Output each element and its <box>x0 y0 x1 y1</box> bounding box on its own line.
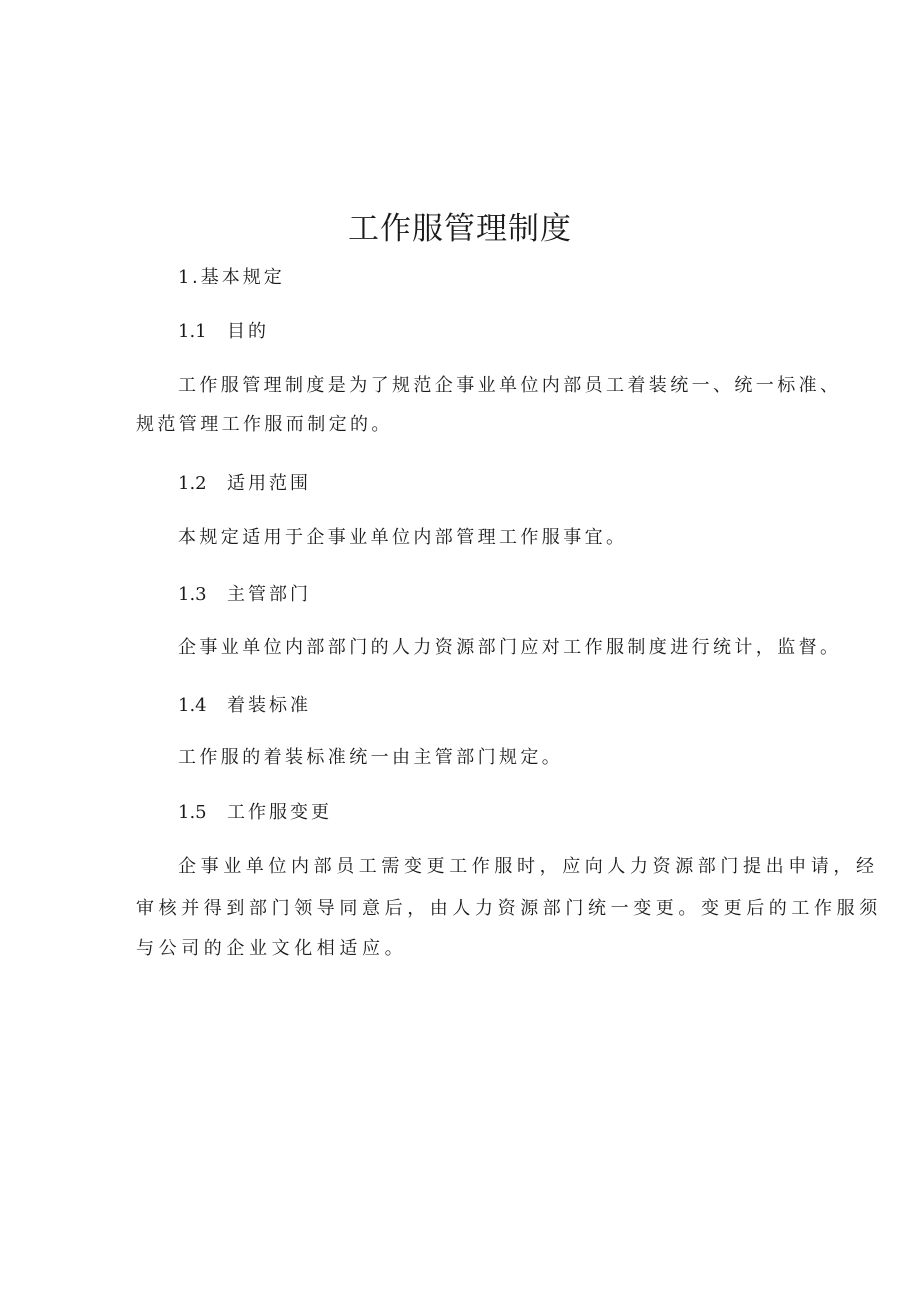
subsection-label: 目的 <box>227 321 269 342</box>
paragraph-line: 企事业单位内部员工需变更工作服时，应向人力资源部门提出申请，经 <box>178 856 879 877</box>
section-number: 1 <box>178 267 190 288</box>
paragraph-line: 工作服管理制度是为了规范企事业单位内部员工着装统一、统一标准、 <box>178 375 842 396</box>
subsection-heading-change <box>178 799 332 827</box>
paragraph-line: 与公司的企业文化相适应。 <box>136 938 408 959</box>
paragraph-line: 规范管理工作服而制定的。 <box>136 414 393 435</box>
subsection-label: 适用范围 <box>227 473 311 494</box>
paragraph-line: 审核并得到部门领导同意后，由人力资源部门统一变更。变更后的工作服须 <box>136 898 882 919</box>
paragraph-line: 本规定适用于企事业单位内部管理工作服事宜。 <box>178 527 628 548</box>
subsection-number: 1.4 <box>178 695 207 716</box>
subsection-label: 主管部门 <box>227 584 311 605</box>
subsection-heading-purpose <box>178 318 269 346</box>
subsection-heading-department <box>178 581 311 609</box>
subsection-label: 着装标准 <box>227 695 311 716</box>
subsection-number: 1.5 <box>178 802 207 823</box>
subsection-heading-dress-standard <box>178 692 311 720</box>
subsection-heading-scope <box>178 470 311 498</box>
section-label: .基本规定 <box>192 267 285 288</box>
subsection-number: 1.1 <box>178 321 207 342</box>
document-title: 工作服管理制度 <box>348 211 572 247</box>
section-heading-basic-rules <box>178 264 285 292</box>
paragraph-line: 工作服的着装标准统一由主管部门规定。 <box>178 747 564 768</box>
paragraph-line: 企事业单位内部部门的人力资源部门应对工作服制度进行统计，监督。 <box>178 637 842 658</box>
subsection-number: 1.3 <box>178 584 207 605</box>
subsection-label: 工作服变更 <box>227 802 332 823</box>
subsection-number: 1.2 <box>178 473 207 494</box>
